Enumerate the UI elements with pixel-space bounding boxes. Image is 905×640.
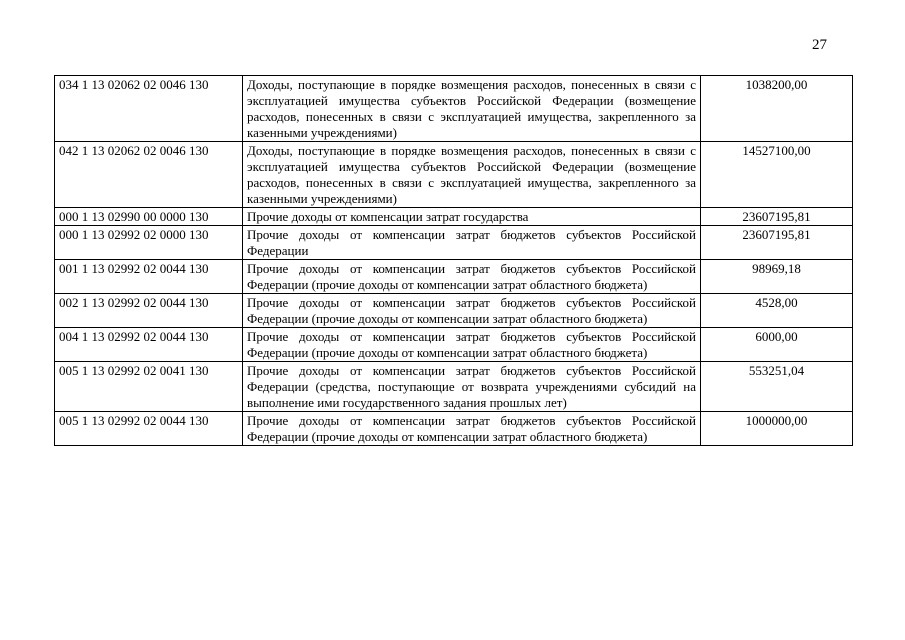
amount-cell: 6000,00 — [701, 328, 853, 362]
table-row — [55, 412, 853, 446]
table-row — [55, 142, 853, 208]
description-cell: Прочие доходы от компенсации затрат бюджетов субъектов Российской Федерации (прочие доходы от компенсации затрат областного бюджета) — [243, 328, 701, 362]
table-row — [55, 260, 853, 294]
budget-code-cell: 001 1 13 02992 02 0044 130 — [55, 260, 243, 294]
description-cell: Доходы, поступающие в порядке возмещения расходов, понесенных в связи с эксплуатацией имущества субъектов Российской Федерации (возмещение расходов, понесенных в связи с эксплуатацией имущества, закрепленного за казенными учреждениями) — [243, 142, 701, 208]
revenue-table — [54, 75, 853, 446]
table-row — [55, 208, 853, 226]
budget-code-cell: 042 1 13 02062 02 0046 130 — [55, 142, 243, 208]
amount-cell: 1038200,00 — [701, 76, 853, 142]
amount-cell: 14527100,00 — [701, 142, 853, 208]
amount-cell: 1000000,00 — [701, 412, 853, 446]
page-number: 27 — [812, 37, 827, 53]
budget-code-cell: 000 1 13 02992 02 0000 130 — [55, 226, 243, 260]
description-cell: Прочие доходы от компенсации затрат государства — [243, 208, 701, 226]
table-row — [55, 362, 853, 412]
budget-code-cell: 002 1 13 02992 02 0044 130 — [55, 294, 243, 328]
budget-code-cell: 000 1 13 02990 00 0000 130 — [55, 208, 243, 226]
budget-code-cell: 005 1 13 02992 02 0041 130 — [55, 362, 243, 412]
table-row — [55, 294, 853, 328]
budget-code-cell: 005 1 13 02992 02 0044 130 — [55, 412, 243, 446]
description-cell: Прочие доходы от компенсации затрат бюджетов субъектов Российской Федерации (прочие доходы от компенсации затрат областного бюджета) — [243, 412, 701, 446]
description-cell: Прочие доходы от компенсации затрат бюджетов субъектов Российской Федерации (средства, поступающие от возврата учреждениями субсидий на выполнение ими государственного задания прошлых лет) — [243, 362, 701, 412]
table-row — [55, 328, 853, 362]
table-row — [55, 226, 853, 260]
table-row — [55, 76, 853, 142]
budget-code-cell: 004 1 13 02992 02 0044 130 — [55, 328, 243, 362]
amount-cell: 98969,18 — [701, 260, 853, 294]
amount-cell: 23607195,81 — [701, 208, 853, 226]
description-cell: Доходы, поступающие в порядке возмещения расходов, понесенных в связи с эксплуатацией имущества субъектов Российской Федерации (возмещение расходов, понесенных в связи с эксплуатацией имущества, закрепленного за казенными учреждениями) — [243, 76, 701, 142]
budget-code-cell: 034 1 13 02062 02 0046 130 — [55, 76, 243, 142]
description-cell: Прочие доходы от компенсации затрат бюджетов субъектов Российской Федерации (прочие доходы от компенсации затрат областного бюджета) — [243, 260, 701, 294]
amount-cell: 4528,00 — [701, 294, 853, 328]
description-cell: Прочие доходы от компенсации затрат бюджетов субъектов Российской Федерации (прочие доходы от компенсации затрат областного бюджета) — [243, 294, 701, 328]
amount-cell: 553251,04 — [701, 362, 853, 412]
revenue-table-body — [55, 76, 853, 446]
description-cell: Прочие доходы от компенсации затрат бюджетов субъектов Российской Федерации — [243, 226, 701, 260]
amount-cell: 23607195,81 — [701, 226, 853, 260]
